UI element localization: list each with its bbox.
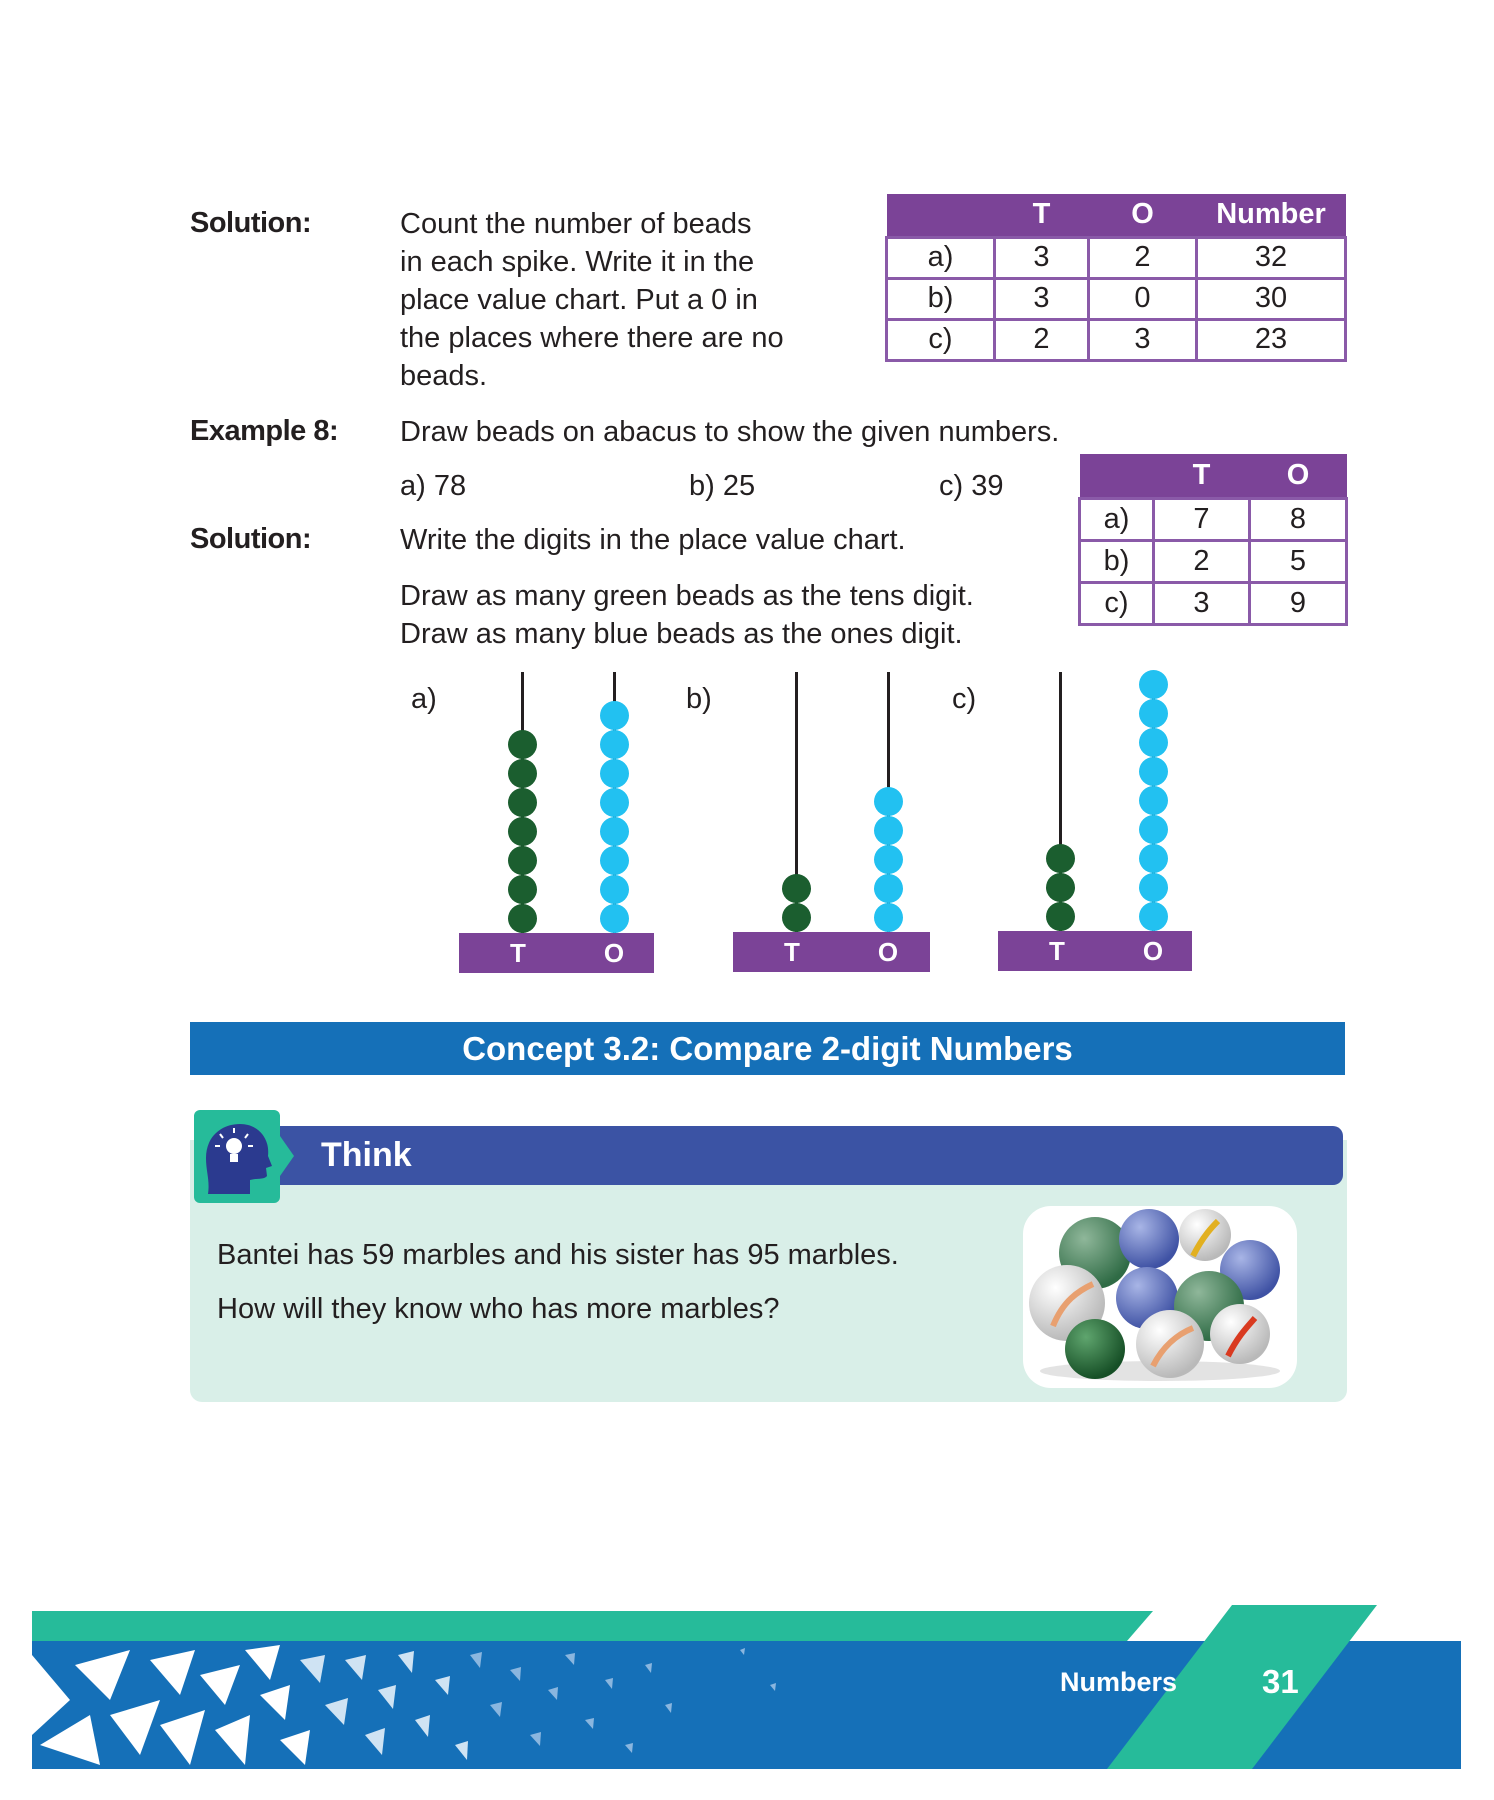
blue-bead — [1139, 786, 1168, 815]
abacus-base-a — [459, 933, 654, 973]
cell: 2 — [995, 319, 1089, 360]
header-cell — [1080, 454, 1154, 498]
blue-bead — [874, 903, 903, 932]
blue-bead — [600, 759, 629, 788]
blue-bead — [1139, 844, 1168, 873]
example-item-c: c) 39 — [939, 470, 1004, 502]
cell: 3 — [1154, 582, 1250, 624]
text-line: Count the number of beads — [400, 208, 752, 240]
blue-bead — [1139, 728, 1168, 757]
cell: b) — [887, 278, 995, 319]
text-line: the places where there are no — [400, 322, 784, 354]
think-header-bar — [270, 1126, 1343, 1185]
cell: 3 — [1089, 319, 1197, 360]
header-cell: O — [1250, 454, 1347, 498]
blue-bead — [600, 701, 629, 730]
blue-bead — [600, 817, 629, 846]
green-bead — [1046, 844, 1075, 873]
blue-bead — [1139, 757, 1168, 786]
think-line-2: How will they know who has more marbles? — [217, 1293, 780, 1325]
blue-bead — [600, 730, 629, 759]
cell: 3 — [995, 237, 1089, 278]
green-bead — [1046, 873, 1075, 902]
cell: 3 — [995, 278, 1089, 319]
green-bead — [1046, 902, 1075, 931]
example-prompt: Draw beads on abacus to show the given numbers. — [400, 416, 1060, 448]
blue-bead — [1139, 815, 1168, 844]
green-bead — [782, 903, 811, 932]
ones-label: O — [877, 937, 899, 967]
table-row — [887, 319, 1346, 360]
green-bead — [508, 875, 537, 904]
cell: 2 — [1089, 237, 1197, 278]
text-line: place value chart. Put a 0 in — [400, 284, 758, 316]
blue-bead — [1139, 902, 1168, 931]
cell: a) — [887, 237, 995, 278]
cell: 5 — [1250, 540, 1347, 582]
ones-label: O — [1142, 936, 1164, 966]
abacus-label-c: c) — [952, 683, 977, 715]
example-item-b: b) 25 — [689, 470, 756, 502]
green-bead — [508, 904, 537, 933]
blue-bead — [1139, 699, 1168, 728]
cell: c) — [1080, 582, 1154, 624]
think-line-1: Bantei has 59 marbles and his sister has 95 marbles. — [217, 1239, 899, 1271]
cell: b) — [1080, 540, 1154, 582]
cell: 23 — [1197, 319, 1346, 360]
cell: 8 — [1250, 498, 1347, 540]
solution-label: Solution: — [190, 207, 312, 239]
header-cell: T — [995, 194, 1089, 237]
abacus-base-b — [733, 932, 930, 972]
cell: 32 — [1197, 237, 1346, 278]
blue-bead — [874, 874, 903, 903]
solution-text — [400, 205, 784, 395]
table-row — [1080, 540, 1347, 582]
ones-label: O — [603, 938, 625, 968]
header-cell: Number — [1197, 194, 1346, 237]
table-row — [887, 278, 1346, 319]
table-row — [1080, 582, 1347, 624]
page-footer — [0, 1605, 1494, 1800]
place-value-table-1 — [885, 194, 1347, 362]
solution-line: Draw as many blue beads as the ones digit. — [400, 618, 963, 650]
abacus-base-c — [998, 931, 1192, 971]
header-cell — [887, 194, 995, 237]
solution-line: Write the digits in the place value chart. — [400, 524, 906, 556]
green-bead — [508, 788, 537, 817]
solution-label: Solution: — [190, 523, 312, 555]
green-bead — [508, 730, 537, 759]
tens-label: T — [510, 938, 526, 968]
table-row — [887, 237, 1346, 278]
concept-title: Concept 3.2: Compare 2-digit Numbers — [462, 1030, 1073, 1067]
cell: a) — [1080, 498, 1154, 540]
cell: c) — [887, 319, 995, 360]
example-item-a: a) 78 — [400, 470, 467, 502]
text-line: in each spike. Write it in the — [400, 246, 755, 278]
marbles-image — [1023, 1206, 1297, 1388]
place-value-table-2 — [1078, 454, 1348, 626]
blue-bead — [874, 816, 903, 845]
green-bead — [508, 759, 537, 788]
blue-bead — [600, 875, 629, 904]
blue-bead — [874, 845, 903, 874]
chapter-name: Numbers — [1060, 1667, 1178, 1697]
think-head-icon — [194, 1110, 280, 1203]
text-line: beads. — [400, 360, 488, 392]
example-label: Example 8: — [190, 415, 339, 447]
cell: 0 — [1089, 278, 1197, 319]
blue-bead — [1139, 873, 1168, 902]
abacus-label-a: a) — [411, 683, 437, 715]
cell: 30 — [1197, 278, 1346, 319]
page-number: 31 — [1262, 1663, 1299, 1700]
abacus-label-b: b) — [686, 683, 712, 715]
blue-bead — [874, 787, 903, 816]
tens-label: T — [784, 937, 800, 967]
tens-label: T — [1049, 936, 1065, 966]
cell: 7 — [1154, 498, 1250, 540]
solution-line: Draw as many green beads as the tens digit. — [400, 580, 974, 612]
header-cell: O — [1089, 194, 1197, 237]
blue-bead — [1139, 670, 1168, 699]
concept-banner — [190, 1022, 1345, 1075]
blue-bead — [600, 846, 629, 875]
header-cell: T — [1154, 454, 1250, 498]
blue-bead — [600, 788, 629, 817]
green-bead — [508, 846, 537, 875]
think-title: Think — [321, 1136, 412, 1174]
table-row — [1080, 498, 1347, 540]
blue-bead — [600, 904, 629, 933]
green-bead — [508, 817, 537, 846]
cell: 9 — [1250, 582, 1347, 624]
cell: 2 — [1154, 540, 1250, 582]
green-bead — [782, 874, 811, 903]
